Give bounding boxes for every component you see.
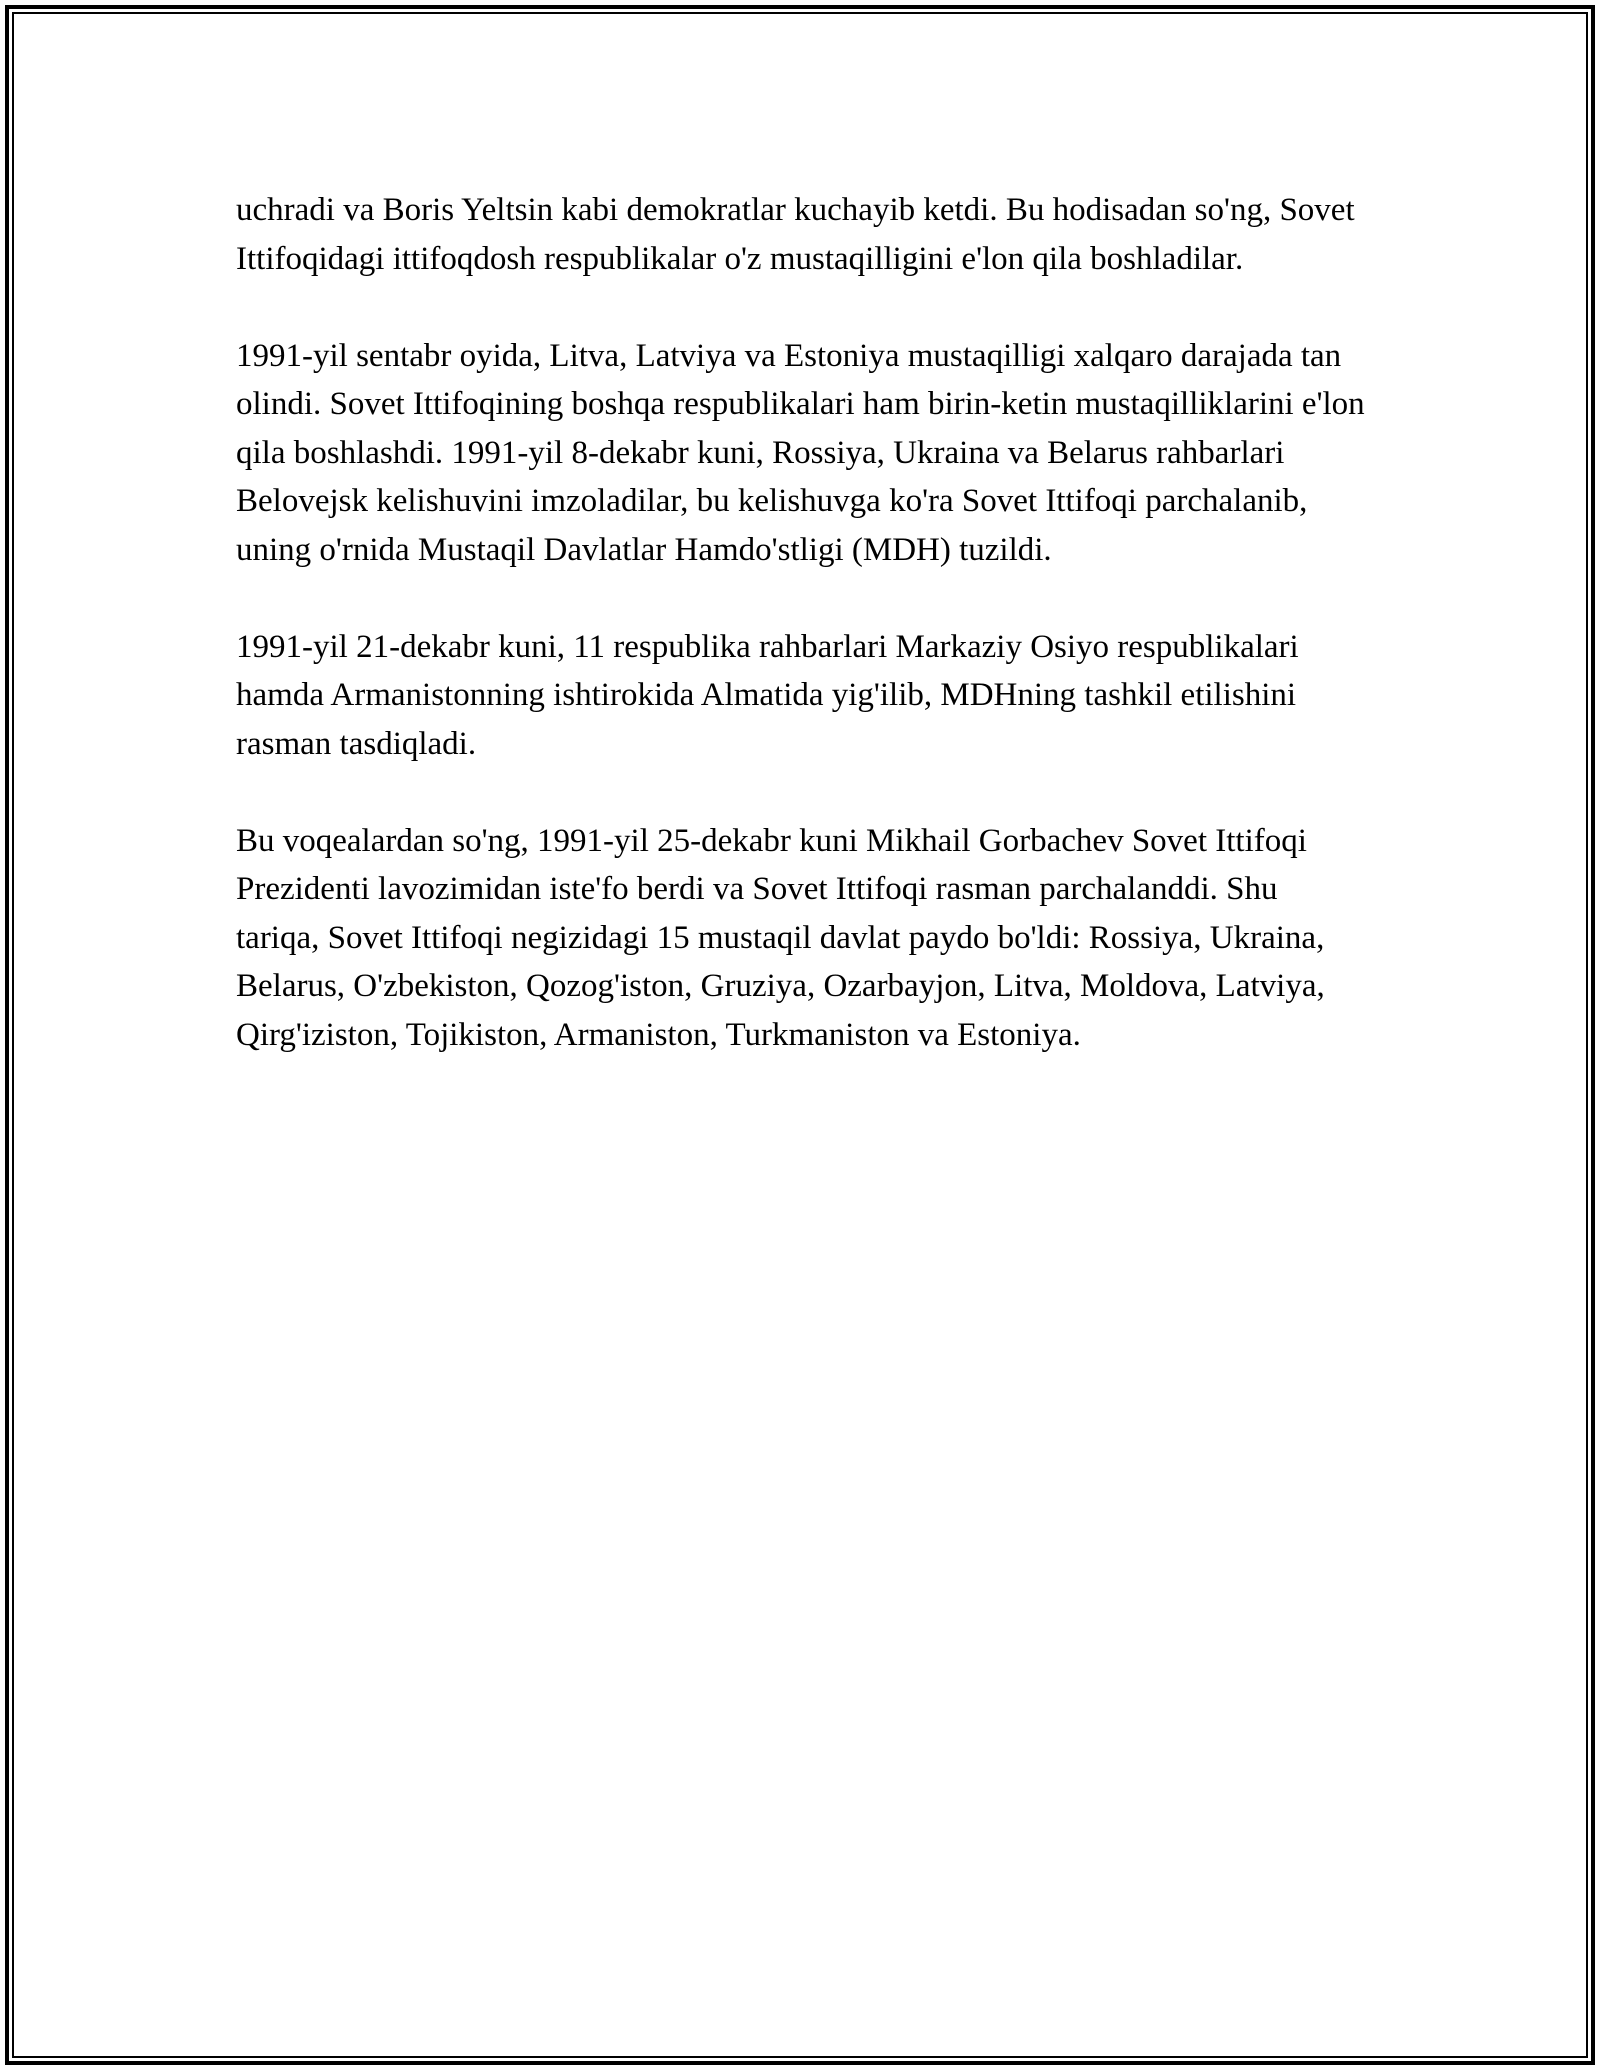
paragraph-3: 1991-yil 21-dekabr kuni, 11 respublika rahbarlari Markaziy Osiyo respublikalari hamda Armanistonning ishtirokida Almatida yig'ilib, MDHning tashkil etilishini rasman tasdiqladi. — [236, 628, 1299, 762]
paragraph-1: uchradi va Boris Yeltsin kabi demokratlar kuchayib ketdi. Bu hodisadan so'ng, Sovet Ittifoqidagi ittifoqdosh respublikalar o'z mustaqilligini e'lon qila boshladilar. — [236, 192, 1355, 277]
document-body — [236, 186, 1366, 1108]
paragraph-4: Bu voqealardan so'ng, 1991-yil 25-dekabr kuni Mikhail Gorbachev Sovet Ittifoqi Prezidenti lavozimidan iste'fo berdi va Sovet Ittifoqi rasman parchalanddi. Shu tariqa, Sovet Ittifoqi negizidagi 15 mustaqil davlat paydo bo'ldi: Rossiya, Ukraina, Belarus, O'zbekiston, Qozog'iston, Gruziya, Ozarbayjon, Litva, Moldova, Latviya, Qirg'iziston, Tojikiston, Armaniston, Turkmaniston va Estoniya. — [236, 822, 1325, 1053]
paragraph-2: 1991-yil sentabr oyida, Litva, Latviya va Estoniya mustaqilligi xalqaro darajada tan olindi. Sovet Ittifoqining boshqa respublikalari ham birin-ketin mustaqilliklarini e'lon qila boshlashdi. 1991-yil 8-dekabr kuni, Rossiya, Ukraina va Belarus rahbarlari Belovejsk kelishuvini imzoladilar, bu kelishuvga ko'ra Sovet Ittifoqi parchalanib, uning o'rnida Mustaqil Davlatlar Hamdo'stligi (MDH) tuzildi. — [236, 337, 1365, 568]
